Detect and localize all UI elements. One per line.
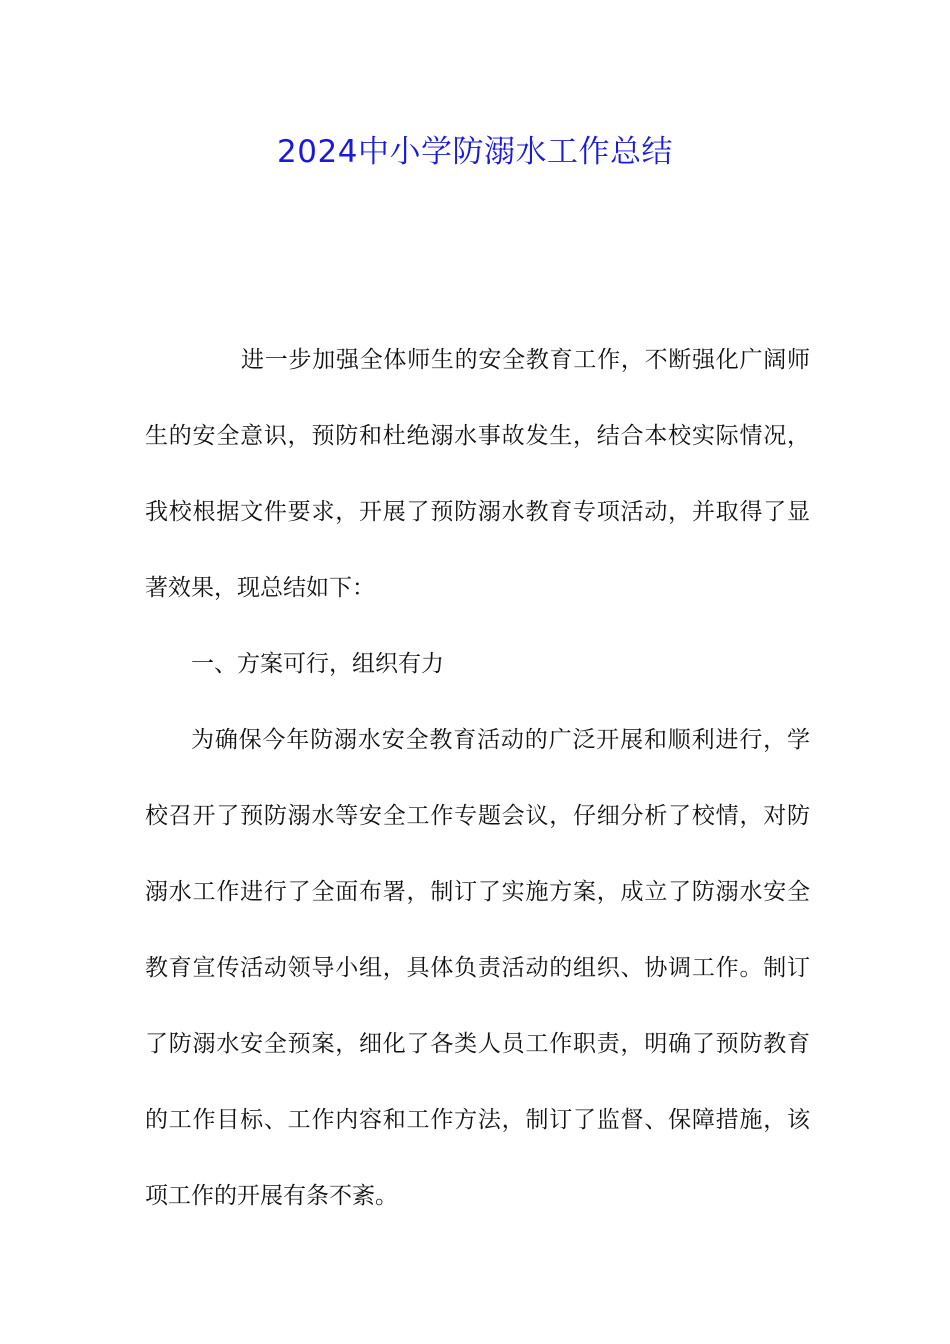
section-heading: 一、方案可行，组织有力 (191, 651, 444, 677)
section-paragraph: 为确保今年防溺水安全教育活动的广泛开展和顺利进行，学校召开了预防溺水等安全工作专题会议，仔细分析了校情，对防溺水工作进行了全面布署，制订了实施方案，成立了防溺水安全教育宣传活动领导小组，具体负责活动的组织、协调工作。制订了防溺水安全预案，细化了各类人员工作职责，明确了预防教育的工作目标、工作内容和工作方法，制订了监督、保障措施，该项工作的开展有条不紊。 (145, 727, 810, 1209)
document-title: 2024中小学防溺水工作总结 (277, 134, 673, 170)
intro-paragraph: 进一步加强全体师生的安全教育工作，不断强化广阔师生的安全意识，预防和杜绝溺水事故发生，结合本校实际情况，我校根据文件要求，开展了预防溺水教育专项活动，并取得了显著效果，现总结如下： (145, 347, 810, 601)
